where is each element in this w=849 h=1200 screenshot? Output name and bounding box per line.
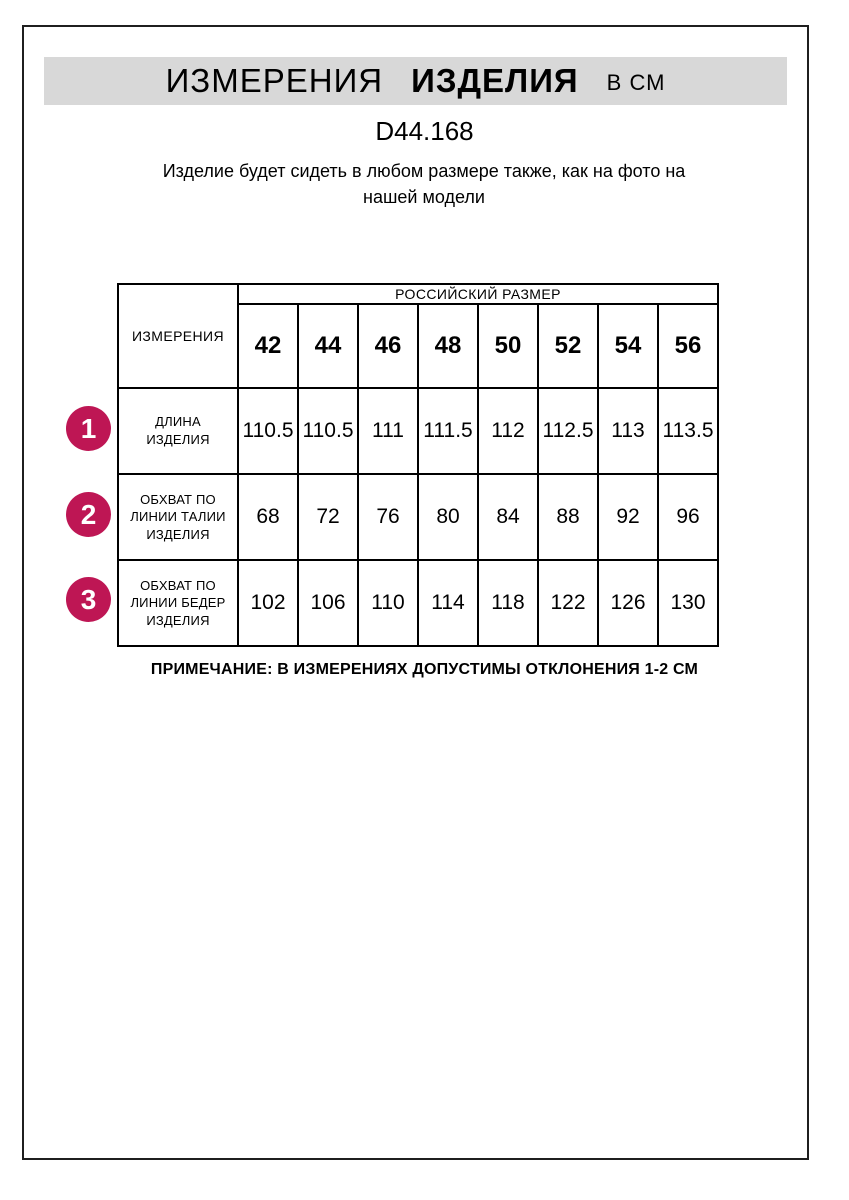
size-header-46: 46 xyxy=(358,304,418,388)
row-label-waist: ОБХВАТ ПО ЛИНИИ ТАЛИИ ИЗДЕЛИЯ xyxy=(118,474,238,560)
waist-value-56: 96 xyxy=(658,474,718,560)
size-header-52: 52 xyxy=(538,304,598,388)
hips-value-42: 102 xyxy=(238,560,298,646)
size-header-48: 48 xyxy=(418,304,478,388)
fit-description: Изделие будет сидеть в любом размере также, как на фото на нашей модели xyxy=(162,161,686,208)
hips-value-52: 122 xyxy=(538,560,598,646)
title-unit-cm: В СМ xyxy=(606,70,666,95)
hips-value-48: 114 xyxy=(418,560,478,646)
size-chart-table xyxy=(117,283,719,647)
table-group-header-row xyxy=(118,284,718,304)
hips-value-46: 110 xyxy=(358,560,418,646)
hips-value-50: 118 xyxy=(478,560,538,646)
product-code: D44.168 xyxy=(375,116,474,146)
row-label-length: ДЛИНА ИЗДЕЛИЯ xyxy=(118,388,238,474)
waist-value-46: 76 xyxy=(358,474,418,560)
waist-value-48: 80 xyxy=(418,474,478,560)
length-value-56: 113.5 xyxy=(658,388,718,474)
russian-size-header-cell: РОССИЙСКИЙ РАЗМЕР xyxy=(238,284,718,304)
size-header-42: 42 xyxy=(238,304,298,388)
hips-value-44: 106 xyxy=(298,560,358,646)
table-row-length xyxy=(118,388,718,474)
waist-value-44: 72 xyxy=(298,474,358,560)
hips-value-56: 130 xyxy=(658,560,718,646)
table-row-waist xyxy=(118,474,718,560)
waist-value-54: 92 xyxy=(598,474,658,560)
row-number-badge-3: 3 xyxy=(66,577,111,622)
size-header-54: 54 xyxy=(598,304,658,388)
length-value-44: 110.5 xyxy=(298,388,358,474)
title-band xyxy=(44,57,787,105)
length-value-48: 111.5 xyxy=(418,388,478,474)
length-value-54: 113 xyxy=(598,388,658,474)
row-label-hips: ОБХВАТ ПО ЛИНИИ БЕДЕР ИЗДЕЛИЯ xyxy=(118,560,238,646)
size-header-56: 56 xyxy=(658,304,718,388)
length-value-42: 110.5 xyxy=(238,388,298,474)
tolerance-note: ПРИМЕЧАНИЕ: В ИЗМЕРЕНИЯХ ДОПУСТИМЫ ОТКЛОНЕНИЯ 1-2 СМ xyxy=(150,661,699,678)
title-measurements: ИЗМЕРЕНИЯ xyxy=(165,62,384,99)
length-value-46: 111 xyxy=(358,388,418,474)
hips-value-54: 126 xyxy=(598,560,658,646)
table-row-hips xyxy=(118,560,718,646)
row-number-badge-2: 2 xyxy=(66,492,111,537)
row-number-badge-1: 1 xyxy=(66,406,111,451)
title-product: ИЗДЕЛИЯ xyxy=(411,62,579,99)
length-value-50: 112 xyxy=(478,388,538,474)
waist-value-52: 88 xyxy=(538,474,598,560)
corner-label-cell: ИЗМЕРЕНИЯ xyxy=(118,284,238,388)
waist-value-42: 68 xyxy=(238,474,298,560)
size-header-44: 44 xyxy=(298,304,358,388)
waist-value-50: 84 xyxy=(478,474,538,560)
length-value-52: 112.5 xyxy=(538,388,598,474)
size-header-50: 50 xyxy=(478,304,538,388)
